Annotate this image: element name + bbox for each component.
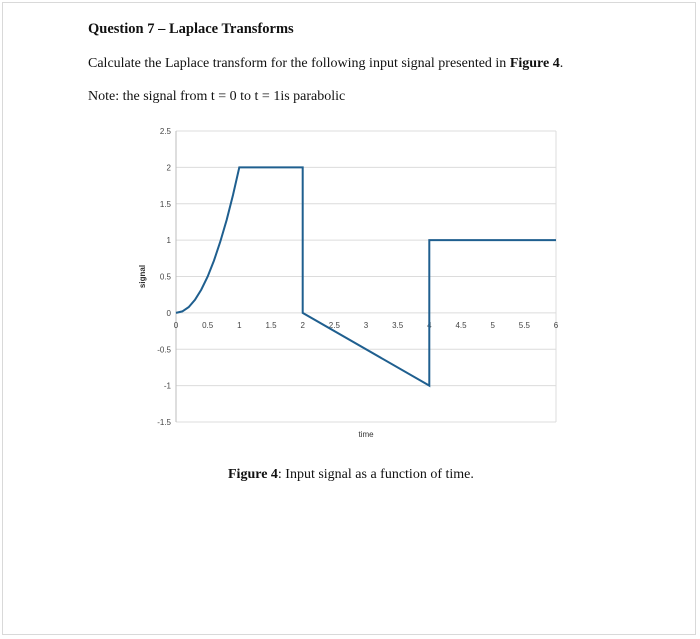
x-tick-label: 4.5 <box>455 320 467 330</box>
y-tick-label: -0.5 <box>157 345 171 355</box>
instruction-prefix: Calculate the Laplace transform for the following input signal presented in <box>88 56 510 71</box>
x-axis-label: time <box>358 430 374 439</box>
y-axis-label: signal <box>138 264 147 289</box>
x-tick-label: 4 <box>427 320 432 330</box>
caption-figure-ref: Figure 4 <box>228 467 278 482</box>
x-tick-label: 5 <box>490 320 495 330</box>
x-tick-label: 2 <box>300 320 305 330</box>
y-tick-label: 0.5 <box>159 272 171 282</box>
y-tick-label: -1 <box>163 381 171 391</box>
x-tick-label: 3 <box>363 320 369 330</box>
y-tick-label: 2.5 <box>159 127 171 136</box>
instruction-suffix: . <box>559 56 564 71</box>
figure-reference: Figure 4 <box>509 56 560 71</box>
x-tick-label: 1.5 <box>265 320 277 330</box>
question-note: Note: the signal from t = 0 to t = 1is parabolic <box>88 89 346 104</box>
x-tick-label: 0.5 <box>202 320 214 330</box>
x-tick-label: 2.5 <box>328 320 340 330</box>
y-tick-label: 1 <box>166 236 171 246</box>
question-title: Question 7 – Laplace Transforms <box>88 21 294 37</box>
x-tick-label: 0 <box>173 320 179 330</box>
x-tick-label: 3.5 <box>392 320 404 330</box>
y-tick-label: 1.5 <box>159 199 171 209</box>
x-tick-label: 5.5 <box>518 320 530 330</box>
caption-text: : Input signal as a function of time. <box>277 467 474 482</box>
y-tick-label: 0 <box>166 308 171 318</box>
y-tick-label: -1.5 <box>157 418 171 427</box>
x-tick-label: 6 <box>553 320 559 330</box>
y-tick-label: 2 <box>166 163 171 173</box>
x-tick-label: 1 <box>237 320 242 330</box>
figure-caption <box>228 467 474 483</box>
